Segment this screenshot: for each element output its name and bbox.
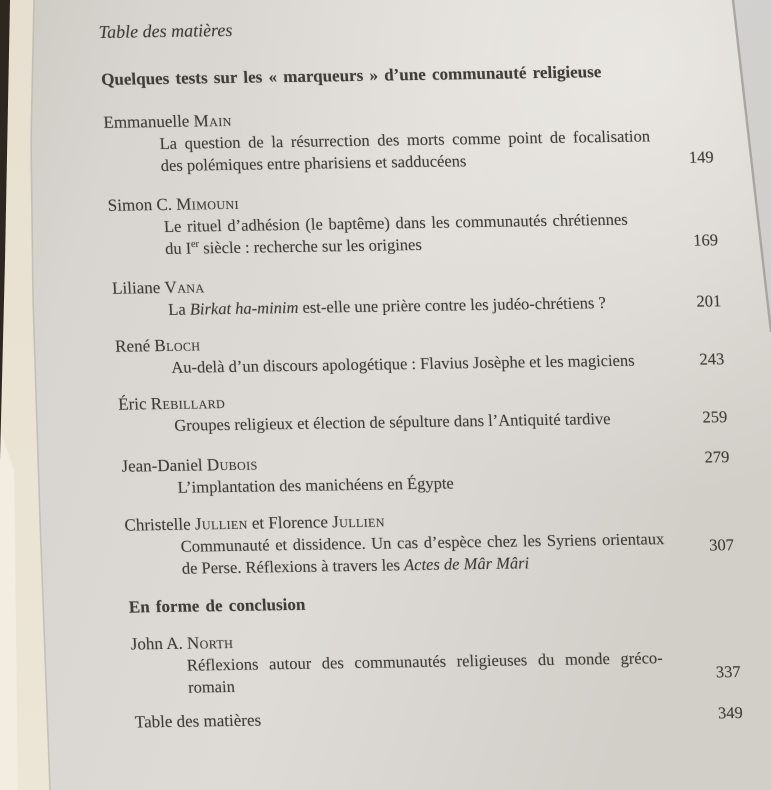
- italic-title-fragment: Birkat ha-minim: [189, 297, 299, 319]
- title-line: de Perse. Réflexions à travers les Actes de Mâr Mâri: [181, 553, 530, 578]
- toc-entry-main: [103, 102, 714, 178]
- author-name: Éric Rebillard: [117, 393, 226, 414]
- page-number: 349: [717, 702, 744, 723]
- title-line: La Birkat ha-minim est-elle une prière contre les judéo-chrétiens ?: [167, 293, 607, 319]
- toc-entry-table-des-matieres: [134, 702, 743, 734]
- title-line: Réflexions autour des communautés religieuses du monde gréco-: [186, 648, 664, 675]
- page-number: 307: [708, 535, 735, 555]
- title-line: Au-delà d’un discours apologétique : Flavius Josèphe et les magiciens: [170, 350, 636, 377]
- author-name: John A. North: [130, 632, 234, 654]
- section-heading-conclusion: En forme de conclusion: [128, 594, 306, 617]
- author-name: René Bloch: [114, 335, 201, 356]
- title-line: La question de la résurrection des morts comme point de focalisation: [159, 126, 651, 154]
- superscript-er: er: [190, 238, 200, 251]
- toc-entry-bloch: [115, 326, 725, 380]
- author-name: Christelle Jullien et Florence Jullien: [124, 511, 386, 535]
- page-number: 169: [692, 230, 719, 250]
- author-name: Emmanuelle Main: [102, 110, 233, 132]
- toc-entry-mimouni: [107, 185, 718, 261]
- toc-entry-vana: [112, 268, 722, 322]
- author-name: Liliane Vana: [111, 277, 205, 298]
- page-number: 259: [702, 407, 728, 427]
- toc-entry-jullien: [124, 505, 735, 581]
- title-line: du Ier siècle : recherche sur les origines: [164, 234, 423, 258]
- title-line: Le rituel d’adhésion (le baptême) dans les communautés chrétiennes: [163, 209, 629, 236]
- toc-entry-dubois: [121, 446, 731, 500]
- toc-entry-north: [130, 624, 741, 700]
- author-name: Jean-Daniel Dubois: [120, 454, 259, 476]
- author-name: Simon C. Mimouni: [107, 193, 240, 215]
- page-number: 337: [715, 661, 742, 682]
- page-number: 279: [704, 447, 730, 467]
- title-line: Communauté et dissidence. Un cas d’espèce chez les Syriens orientaux: [180, 529, 665, 556]
- page-number: 149: [688, 147, 715, 167]
- toc-entry-rebillard: [118, 384, 728, 438]
- title-line: Groupes religieux et élection de sépulture dans l’Antiquité tardive: [173, 408, 611, 435]
- page-number: 243: [698, 349, 725, 369]
- title-line: romain: [187, 676, 236, 697]
- title-line: des polémiques entre pharisiens et sadducéens: [160, 151, 467, 176]
- section-heading-markers: Quelques tests sur les « marqueurs » d’une communauté religieuse: [100, 62, 602, 89]
- page-number: 201: [695, 291, 722, 311]
- title-line: L’implantation des manichéens en Égypte: [177, 473, 455, 497]
- italic-title-fragment: Actes de Mâr Mâri: [403, 553, 530, 575]
- footer-entry-label: Table des matières: [134, 710, 262, 732]
- running-title: Table des matières: [98, 19, 233, 42]
